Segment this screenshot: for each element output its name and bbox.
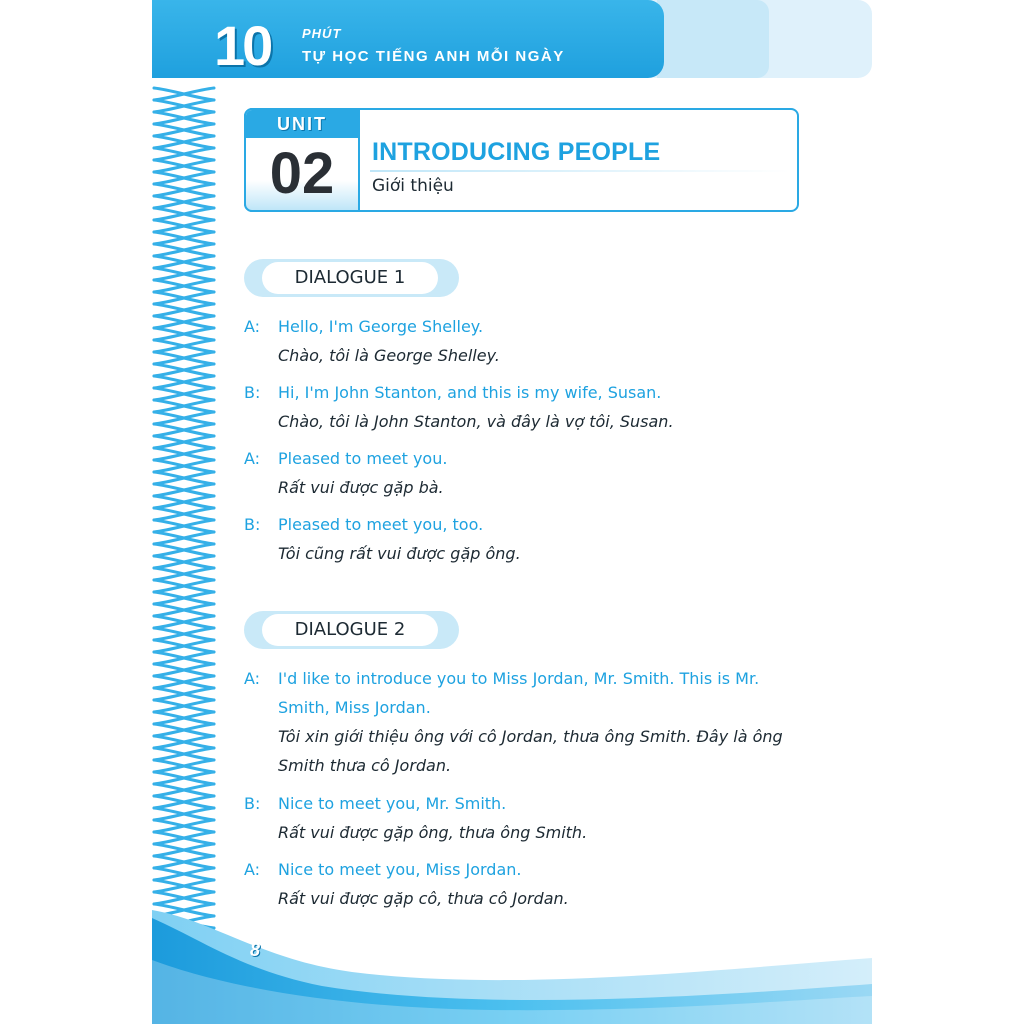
unit-title: INTRODUCING PEOPLE	[372, 138, 661, 166]
spiral-decoration	[152, 84, 216, 1024]
english-line: Hello, I'm George Shelley.	[278, 317, 484, 336]
footer-wave	[152, 900, 872, 1024]
dialogue-1-heading-inner	[262, 262, 438, 294]
speaker-label: A:	[244, 860, 261, 879]
vietnamese-line: Rất vui được gặp cô, thưa cô Jordan.	[278, 889, 569, 908]
speaker-label: B:	[244, 515, 261, 534]
vietnamese-line: Rất vui được gặp ông, thưa ông Smith.	[278, 823, 588, 842]
speaker-label: B:	[244, 794, 261, 813]
dialogue-2-title: DIALOGUE 2	[294, 619, 406, 640]
english-line: Pleased to meet you, too.	[278, 515, 484, 534]
english-line: I'd like to introduce you to Miss Jordan, Mr. Smith. This is Mr. Smith, Miss Jordan.	[278, 669, 760, 717]
english-line: Hi, I'm John Stanton, and this is my wife, Susan.	[278, 383, 662, 402]
dialogue-line	[244, 312, 814, 370]
header-series-number: 10	[214, 14, 271, 77]
unit-subtitle: Giới thiệu	[372, 176, 454, 196]
english-line: Nice to meet you, Miss Jordan.	[278, 860, 522, 879]
speaker-label: A:	[244, 669, 261, 688]
page-header	[152, 0, 872, 80]
vietnamese-line: Tôi cũng rất vui được gặp ông.	[278, 544, 521, 563]
speaker-label: A:	[244, 449, 261, 468]
unit-number-block	[244, 108, 360, 212]
dialogue-2-heading	[244, 611, 459, 649]
dialogue-line	[244, 510, 814, 568]
dialogue-1-heading	[244, 259, 459, 297]
english-line: Nice to meet you, Mr. Smith.	[278, 794, 507, 813]
vietnamese-line: Chào, tôi là John Stanton, và đây là vợ tôi, Susan.	[278, 412, 674, 431]
dialogue-line	[244, 378, 814, 436]
unit-header-box	[244, 108, 799, 212]
dialogue-1-title: DIALOGUE 1	[294, 267, 406, 288]
header-series-line2: TỰ HỌC TIẾNG ANH MỖI NGÀY	[302, 48, 565, 65]
dialogue-line	[244, 664, 814, 780]
header-band-mid	[657, 0, 769, 78]
page-number: 8	[250, 940, 261, 960]
speaker-label: B:	[244, 383, 261, 402]
dialogue-line	[244, 789, 814, 847]
unit-number: 02	[269, 141, 335, 206]
english-line: Pleased to meet you.	[278, 449, 448, 468]
vietnamese-line: Tôi xin giới thiệu ông với cô Jordan, thưa ông Smith. Đây là ông Smith thưa cô Jordan.	[278, 727, 783, 775]
unit-label: UNIT	[277, 114, 327, 134]
vietnamese-line: Rất vui được gặp bà.	[278, 478, 444, 497]
unit-title-rule	[370, 170, 790, 172]
header-series-line1: PHÚT	[302, 26, 342, 41]
vietnamese-line: Chào, tôi là George Shelley.	[278, 346, 500, 365]
speaker-label: A:	[244, 317, 261, 336]
dialogue-line	[244, 444, 814, 502]
dialogue-2-heading-inner	[262, 614, 438, 646]
book-page	[152, 0, 872, 1024]
